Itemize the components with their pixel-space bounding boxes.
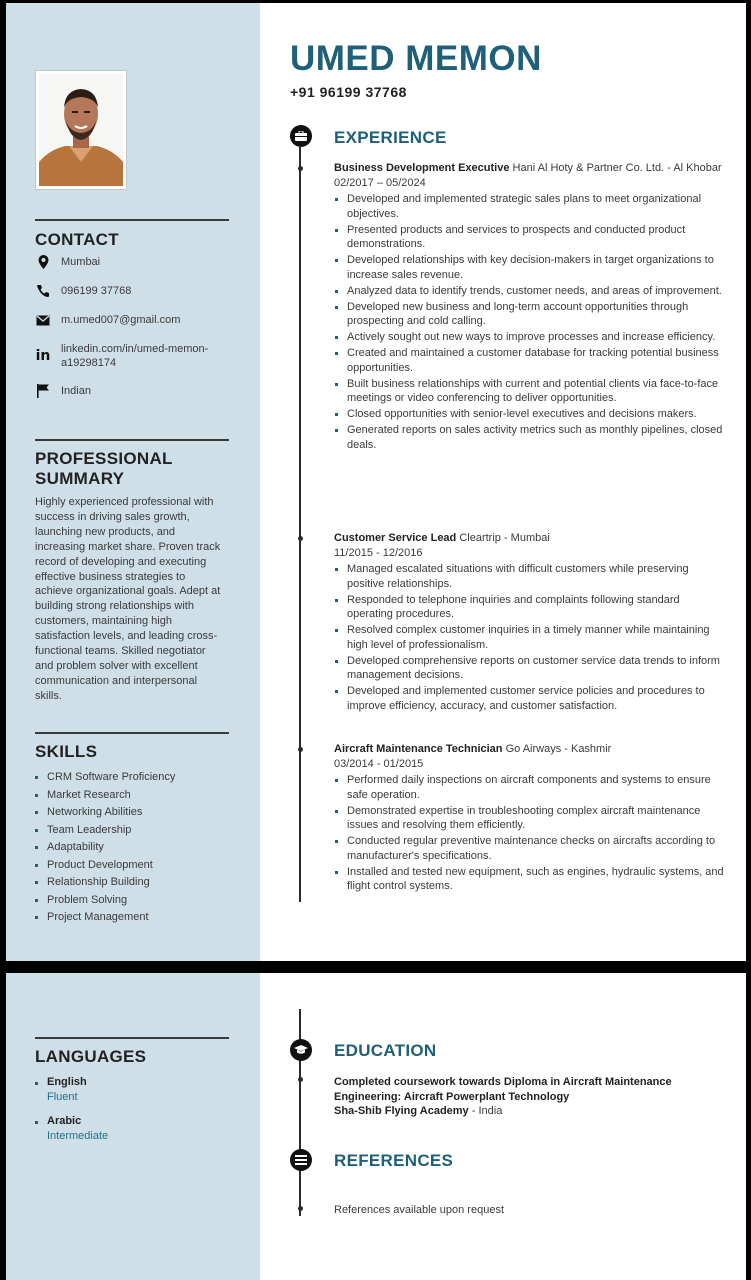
linkedin-url-line-1: linkedin.com/in/umed-memon- [61, 343, 209, 355]
job-entry-2 [334, 531, 724, 715]
job-bullet: Developed relationships with key decision-makers in target organizations to increase sales revenue. [334, 253, 724, 282]
job-bullet: Conducted regular preventive maintenance checks on aircrafts according to manufacturer's specifications. [334, 834, 724, 863]
contact-phone-text: 096199 37768 [61, 285, 132, 297]
skills-heading: SKILLS [35, 742, 98, 761]
job-bullet: Presented products and services to prospects and conducted product demonstrations. [334, 223, 724, 252]
contact-nationality [35, 384, 229, 398]
job-role: Customer Service Lead [334, 532, 457, 544]
summary-line: launching new products, and [35, 525, 176, 538]
sidebar [6, 3, 260, 961]
skill-item: Problem Solving [35, 892, 229, 910]
skill-item: Team Leadership [35, 822, 229, 840]
divider [35, 1037, 229, 1039]
experience-heading: EXPERIENCE [334, 128, 447, 147]
graduation-cap-icon [290, 1039, 312, 1061]
job-header [334, 531, 724, 546]
resume-page-2 [6, 973, 746, 1280]
education-degree-line-1: Completed coursework towards Diploma in Aircraft Maintenance [334, 1076, 672, 1088]
education-heading: EDUCATION [334, 1041, 437, 1060]
briefcase-icon [290, 125, 312, 147]
divider [35, 439, 229, 441]
job-bullet: Resolved complex customer inquiries in a timely manner while maintaining high level of professionalism. [334, 623, 724, 652]
summary-line: customers, maintaining high [35, 615, 172, 628]
job-bullet: Generated reports on sales activity metrics such as monthly pipelines, closed deals. [334, 423, 724, 452]
contact-linkedin[interactable] [35, 342, 229, 370]
skill-item: Market Research [35, 787, 229, 805]
summary-line: effective business strategies to [35, 570, 186, 583]
resume-page-1 [6, 3, 746, 961]
summary-line: record of developing and executing [35, 555, 207, 568]
language-item [35, 1114, 229, 1144]
contact-phone [35, 284, 229, 298]
contact-email-text[interactable]: m.umed007@gmail.com [61, 314, 181, 326]
summary-line: functional teams. Skilled negotiator [35, 645, 206, 658]
skill-item: Project Management [35, 909, 229, 927]
languages-list [35, 1075, 229, 1144]
job-dates: 02/2017 – 05/2024 [334, 176, 426, 189]
profile-photo [35, 70, 127, 190]
job-bullet: Demonstrated expertise in troubleshooting complex aircraft maintenance issues and resolving them efficiently. [334, 804, 724, 833]
skill-item: Relationship Building [35, 874, 229, 892]
job-bullet: Developed comprehensive reports on customer service data trends to inform management decisions. [334, 654, 724, 683]
languages-section [35, 1037, 229, 1144]
flag-icon [35, 384, 51, 398]
job-bullet: Analyzed data to identify trends, customer needs, and areas of improvement. [334, 284, 724, 299]
education-location: - India [468, 1105, 503, 1117]
job-company: Cleartrip - Mumbai [459, 532, 550, 544]
language-item [35, 1075, 229, 1105]
job-bullet: Built business relationships with current and potential clients via face-to-face meetings or video conferencing to deliver opportunities. [334, 377, 724, 406]
contact-nationality-text: Indian [61, 385, 91, 397]
references-text: References available upon request [334, 1204, 505, 1216]
location-pin-icon [35, 255, 51, 269]
summary-line: building strong relationships with [35, 600, 194, 613]
summary-line: Highly experienced professional with [35, 496, 214, 508]
skill-item: Adaptability [35, 839, 229, 857]
contact-location-text: Mumbai [61, 256, 101, 268]
job-bullet: Closed opportunities with senior-level executives and decisions makers. [334, 407, 724, 422]
job-role: Business Development Executive [334, 162, 510, 174]
job-dates: 11/2015 - 12/2016 [334, 546, 423, 559]
job-bullet: Managed escalated situations with difficult customers while preserving positive relationships. [334, 562, 724, 591]
summary-line: communication and interpersonal [35, 674, 198, 687]
job-bullet: Responded to telephone inquiries and complaints following standard operating procedures. [334, 593, 724, 622]
education-school: Sha-Shib Flying Academy [334, 1105, 469, 1117]
main-column [260, 973, 746, 1280]
job-entry-3 [334, 742, 724, 895]
summary-line: increasing market share. Proven track [35, 540, 221, 553]
job-bullet: Developed and implemented customer service policies and procedures to improve efficiency, accuracy, and customer satisfaction. [334, 684, 724, 713]
job-entry-1 [334, 161, 724, 454]
job-bullets [334, 562, 724, 713]
education-degree-line-2: Engineering: Aircraft Powerplant Technology [334, 1090, 570, 1103]
contact-email[interactable] [35, 313, 229, 327]
summary-line: and problem solver with excellent [35, 659, 198, 672]
job-bullet: Installed and tested new equipment, such as engines, hydraulic systems, and flight control systems. [334, 865, 724, 894]
sidebar [6, 973, 260, 1280]
header-phone: +91 96199 37768 [290, 84, 407, 100]
timeline-dot [298, 747, 303, 752]
timeline-dot [298, 166, 303, 171]
references-heading: REFERENCES [334, 1151, 454, 1170]
envelope-icon [35, 313, 51, 327]
summary-heading [35, 449, 229, 489]
job-bullet: Developed and implemented strategic sales plans to meet organizational objectives. [334, 192, 724, 221]
job-bullet: Performed daily inspections on aircraft components and systems to ensure safe operation. [334, 773, 724, 802]
skill-item: CRM Software Proficiency [35, 769, 229, 787]
skill-item: Networking Abilities [35, 804, 229, 822]
languages-heading: LANGUAGES [35, 1047, 147, 1066]
summary-heading-line-1: PROFESSIONAL [35, 449, 173, 468]
list-icon [290, 1149, 312, 1171]
timeline-dot [298, 536, 303, 541]
job-header [334, 742, 724, 757]
experience-timeline [299, 147, 301, 902]
contact-section [35, 219, 229, 398]
divider [35, 219, 229, 221]
summary-line: achieve organizational goals. Adept at [35, 585, 221, 598]
summary-line: satisfaction levels, and leading cross- [35, 630, 218, 643]
language-level: Fluent [47, 1091, 78, 1103]
candidate-name: UMED MEMON [290, 39, 542, 78]
job-dates: 03/2014 - 01/2015 [334, 757, 424, 770]
job-bullet: Created and maintained a customer database for tracking potential business opportunities. [334, 346, 724, 375]
job-company: Hani Al Hoty & Partner Co. Ltd. - Al Khobar [512, 162, 722, 174]
summary-text [35, 495, 229, 704]
timeline-dot [298, 1077, 303, 1082]
job-bullets [334, 192, 724, 452]
job-role: Aircraft Maintenance Technician [334, 743, 503, 755]
profile-photo-image [39, 74, 123, 186]
education-entry [334, 1075, 724, 1119]
skills-list [35, 769, 229, 927]
summary-section [35, 439, 229, 704]
job-bullet: Developed new business and long-term account opportunities through prospecting and cold calling. [334, 300, 724, 329]
divider [35, 732, 229, 734]
language-name: English [47, 1076, 87, 1088]
language-level: Intermediate [47, 1130, 109, 1142]
contact-linkedin-text[interactable] [61, 342, 208, 370]
summary-line: success in driving sales growth, [35, 510, 190, 523]
linkedin-url-line-2: a19298174 [61, 357, 117, 369]
language-name: Arabic [47, 1115, 82, 1127]
main-column [260, 3, 746, 961]
summary-heading-line-2: SUMMARY [35, 469, 125, 488]
contact-location [35, 255, 229, 269]
timeline-dot [298, 1206, 303, 1211]
contact-heading: CONTACT [35, 230, 119, 249]
job-bullets [334, 773, 724, 894]
job-header [334, 161, 724, 176]
phone-icon [35, 284, 51, 298]
skills-section [35, 732, 229, 927]
job-company: Go Airways - Kashmir [505, 743, 612, 755]
skill-item: Product Development [35, 857, 229, 875]
job-bullet: Actively sought out new ways to improve processes and increase efficiency. [334, 330, 724, 345]
summary-line: skills. [35, 689, 62, 702]
linkedin-icon: in [35, 348, 51, 364]
